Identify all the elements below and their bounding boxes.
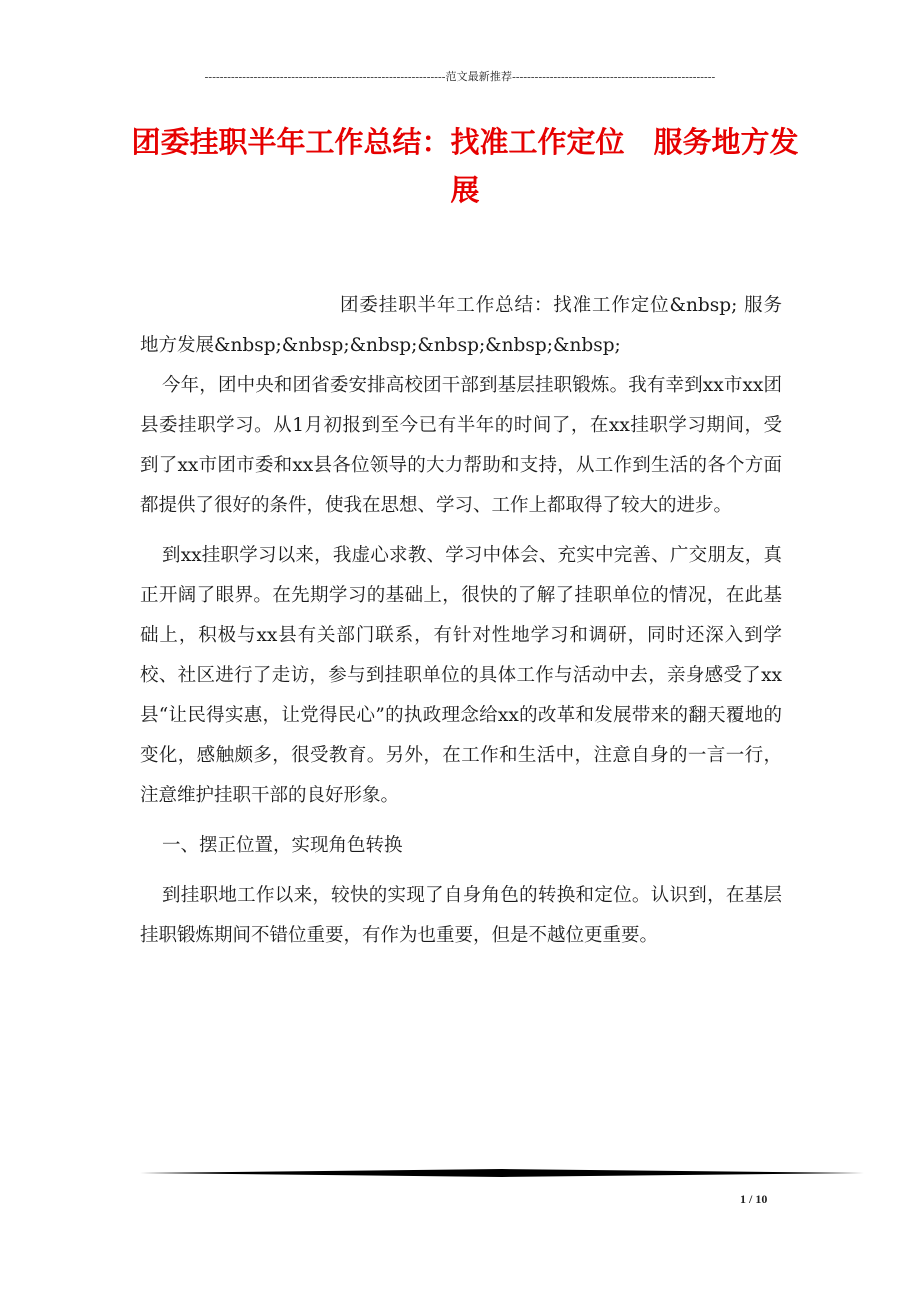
body-paragraph: 到挂职地工作以来，较快的实现了自身角色的转换和定位。认识到，在基层挂职锻炼期间不错位重要，有作为也重要，但是不越位更重要。	[140, 885, 782, 946]
document-body	[140, 286, 782, 956]
footer-divider	[140, 1168, 864, 1178]
document-subtitle: 团委挂职半年工作总结：找准工作定位&nbsp; 服务地方发展&nbsp;&nbsp;&nbsp;&nbsp;&nbsp;&nbsp;	[140, 295, 782, 356]
section-heading: 一、摆正位置，实现角色转换	[162, 835, 403, 856]
page-header-banner: ----------------------------------------------------------------范文最新推荐------------------------------------------------------	[204, 71, 716, 83]
document-title: 团委挂职半年工作总结：找准工作定位 服务地方发展	[131, 125, 799, 207]
body-paragraph: 到xx挂职学习以来，我虚心求教、学习中体会、充实中完善、广交朋友，真正开阔了眼界。在先期学习的基础上，很快的了解了挂职单位的情况，在此基础上，积极与xx县有关部门联系，有针对性地学习和调研，同时还深入到学校、社区进行了走访，参与到挂职单位的具体工作与活动中去，亲身感受了xx县“让民得实惠，让党得民心”的执政理念给xx的改革和发展带来的翻天覆地的变化，感触颇多，很受教育。另外，在工作和生活中，注意自身的一言一行，注意维护挂职干部的良好形象。	[140, 545, 782, 806]
page-number: 1 / 10	[740, 1192, 768, 1206]
body-paragraph: 今年，团中央和团省委安排高校团干部到基层挂职锻炼。我有幸到xx市xx团县委挂职学习。从1月初报到至今已有半年的时间了，在xx挂职学习期间，受到了xx市团市委和xx县各位领导的大力帮助和支持，从工作到生活的各个方面都提供了很好的条件，使我在思想、学习、工作上都取得了较大的进步。	[140, 375, 782, 516]
